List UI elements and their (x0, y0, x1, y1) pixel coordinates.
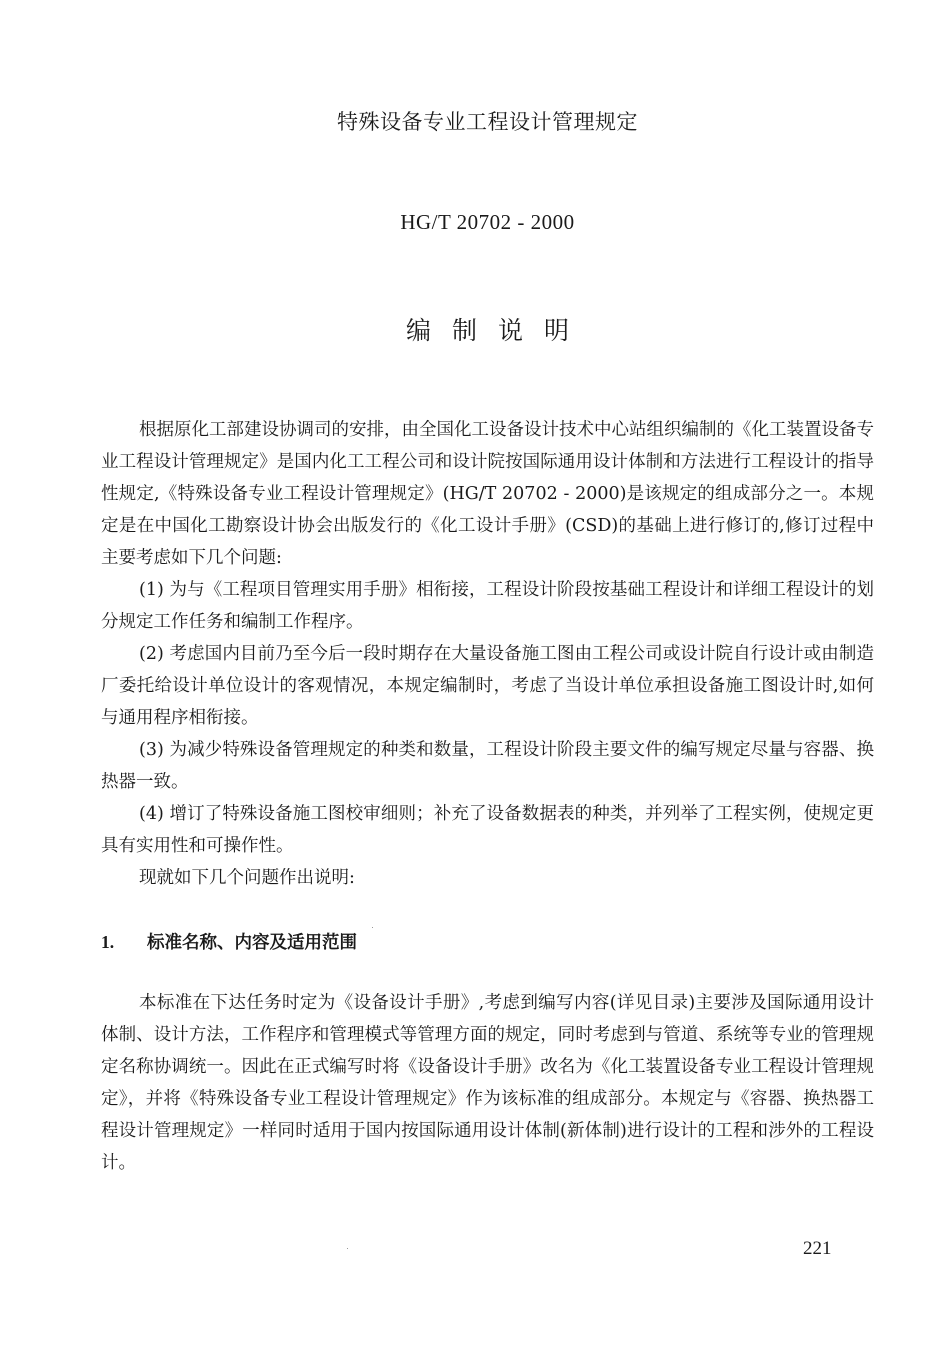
scan-speck (372, 927, 373, 928)
paragraph-item-2: (2) 考虑国内目前乃至今后一段时期存在大量设备施工图由工程公司或设计院自行设计或由制造厂委托给设计单位设计的客观情况，本规定编制时，考虑了当设计单位承担设备施工图设计时,如何与通用程序相衔接。 (101, 644, 874, 728)
subsection-heading (101, 929, 357, 954)
paragraph-scope: 本标准在下达任务时定为《设备设计手册》,考虑到编写内容(详见目录)主要涉及国际通用设计体制、设计方法，工作程序和管理模式等管理方面的规定，同时考虑到与管道、系统等专业的管理规定名称协调统一。因此在正式编写时将《设备设计手册》改名为《化工装置设备专业工程设计管理规定》，并将《特殊设备专业工程设计管理规定》作为该标准的组成部分。本规定与《容器、换热器工程设计管理规定》一样同时适用于国内按国际通用设计体制(新体制)进行设计的工程和涉外的工程设计。 (101, 993, 874, 1173)
document-title: 特殊设备专业工程设计管理规定 (337, 110, 638, 134)
paragraph-item-4: (4) 增订了特殊设备施工图校审细则；补充了设备数据表的种类，并列举了工程实例，使规定更具有实用性和可操作性。 (101, 804, 874, 856)
paragraph-intro: 根据原化工部建设协调司的安排，由全国化工设备设计技术中心站组织编制的《化工装置设备专业工程设计管理规定》是国内化工工程公司和设计院按国际通用设计体制和方法进行工程设计的指导性规定,《特殊设备专业工程设计管理规定》(HG/T 20702 - 2000)是该规定的组成部分之一。本规定是在中国化工勘察设计协会出版发行的《化工设计手册》(CSD)的基础上进行修订的,修订过程中主要考虑如下几个问题: (101, 420, 874, 568)
intro-text-block (101, 414, 874, 894)
section-heading: 编制说明 (405, 316, 590, 345)
subsection-number: 1. (101, 932, 115, 952)
paragraph-lead-in: 现就如下几个问题作出说明: (139, 868, 355, 888)
paragraph-item-3: (3) 为减少特殊设备管理规定的种类和数量，工程设计阶段主要文件的编写规定尽量与容器、换热器一致。 (101, 740, 874, 792)
page-number: 221 (803, 1238, 832, 1259)
scan-speck (347, 1248, 348, 1249)
subsection-title: 标准名称、内容及适用范围 (147, 933, 357, 953)
paragraph-item-1: (1) 为与《工程项目管理实用手册》相衔接，工程设计阶段按基础工程设计和详细工程设计的划分规定工作任务和编制工作程序。 (101, 580, 874, 632)
standard-code: HG/T 20702 - 2000 (400, 210, 575, 234)
subsection-text-block (101, 987, 874, 1179)
